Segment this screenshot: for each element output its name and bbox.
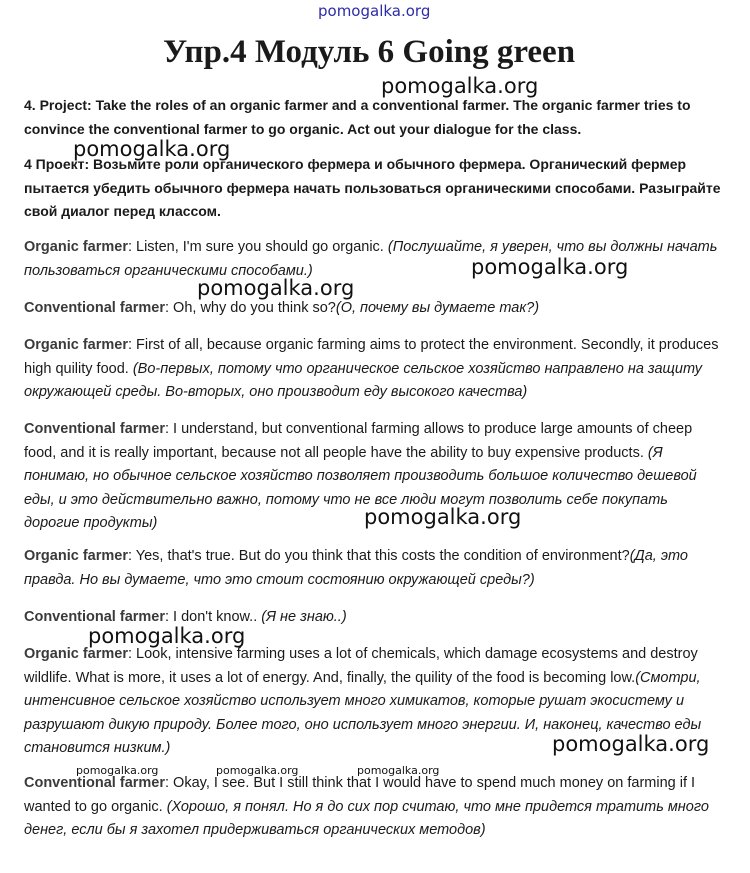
line-translation: (Да, это правда. Но вы думаете, что это стоит состоянию окружающей среды?): [24, 548, 688, 588]
watermark: pomogalka.org: [197, 276, 355, 300]
speaker-name: Conventional farmer: [24, 300, 165, 316]
line-text: : Look, intensive farming uses a lot of chemicals, which damage ecosystems and destroy wildlife. What is more, it uses a lot of energy. And, finally, the quility of the food is becoming low.: [24, 646, 698, 686]
watermark: pomogalka.org: [88, 624, 246, 648]
page-title: Упр.4 Модуль 6 Going green: [162, 34, 576, 70]
watermark: pomogalka.org: [552, 732, 710, 756]
line-text: : Yes, that's true. But do you think that this costs the condition of environment?: [127, 548, 630, 564]
line-text: : I understand, but conventional farming allows to produce large amounts of cheep food, and it is really important, because not all people have the ability to buy expensive products.: [24, 421, 693, 461]
speaker-name: Conventional farmer: [24, 609, 165, 625]
line-text: : I don't know..: [165, 609, 262, 625]
watermark-top[interactable]: pomogalka.org: [318, 2, 431, 20]
watermark: pomogalka.org: [381, 74, 539, 98]
speaker-name: Organic farmer: [24, 239, 128, 255]
line-translation: (Смотри, интенсивное сельское хозяйство использует много химикатов, которые рушат экосистему и разрушают дикую природу. Более того, оно использует много энергии. И, наконец, качество еды становится низким.): [24, 669, 702, 756]
speaker-name: Conventional farmer: [24, 421, 165, 437]
speaker-name: Conventional farmer: [24, 775, 165, 791]
watermark-small: pomogalka.org: [76, 764, 159, 777]
watermark-small: pomogalka.org: [216, 764, 299, 777]
line-text: : First of all, because organic farming aims to protect the environment. Secondly, it produces high quility food.: [24, 337, 719, 377]
dialogue-line: [24, 334, 724, 405]
line-text: : Oh, why do you think so?: [165, 300, 336, 316]
dialogue-line: [24, 297, 724, 321]
line-translation: (Хорошо, я понял. Но я до сих пор считаю, что мне придется тратить много денег, если бы я захотел придерживаться органических методов): [24, 798, 709, 838]
line-text: : Okay, I see. But I still think that I would have to spend much money on farming if I wanted to go organic.: [24, 775, 696, 815]
line-text: : Listen, I'm sure you should go organic.: [127, 239, 388, 255]
dialogue-line: [24, 772, 724, 843]
watermark: pomogalka.org: [364, 505, 522, 529]
speaker-name: Organic farmer: [24, 337, 128, 353]
speaker-name: Organic farmer: [24, 646, 128, 662]
line-translation: (О, почему вы думаете так?): [335, 300, 540, 316]
line-translation: (Я понимаю, но обычное сельское хозяйство позволяет производить большое количество дешевой еды, и это действительно важно, потому что не все люди могут позволить себе покупать дорогие продукты): [24, 444, 697, 531]
watermark: pomogalka.org: [471, 255, 629, 279]
task-russian: 4 Проект: Возьмите роли органического фермера и обычного фермера. Органический фермер пытается убедить обычного фермера начать пользоваться органическими способами. Разыграйте свой диалог перед классом.: [24, 156, 721, 219]
dialogue-line: [24, 545, 724, 592]
task-english: 4. Project: Take the roles of an organic farmer and a conventional farmer. The organic farmer tries to convince the conventional farmer to go organic. Act out your dialogue for the class.: [24, 97, 691, 137]
watermark-small: pomogalka.org: [357, 764, 440, 777]
speaker-name: Organic farmer: [24, 548, 128, 564]
line-translation: (Во-первых, потому что органическое сельское хозяйство направлено на защиту окружающей среды. Во-вторых, оно производит еду высокого качества): [24, 360, 702, 400]
watermark: pomogalka.org: [73, 137, 231, 161]
line-translation: (Я не знаю..): [261, 609, 347, 625]
line-translation: (Послушайте, я уверен, что вы должны начать пользоваться органическими способами.): [24, 239, 718, 279]
